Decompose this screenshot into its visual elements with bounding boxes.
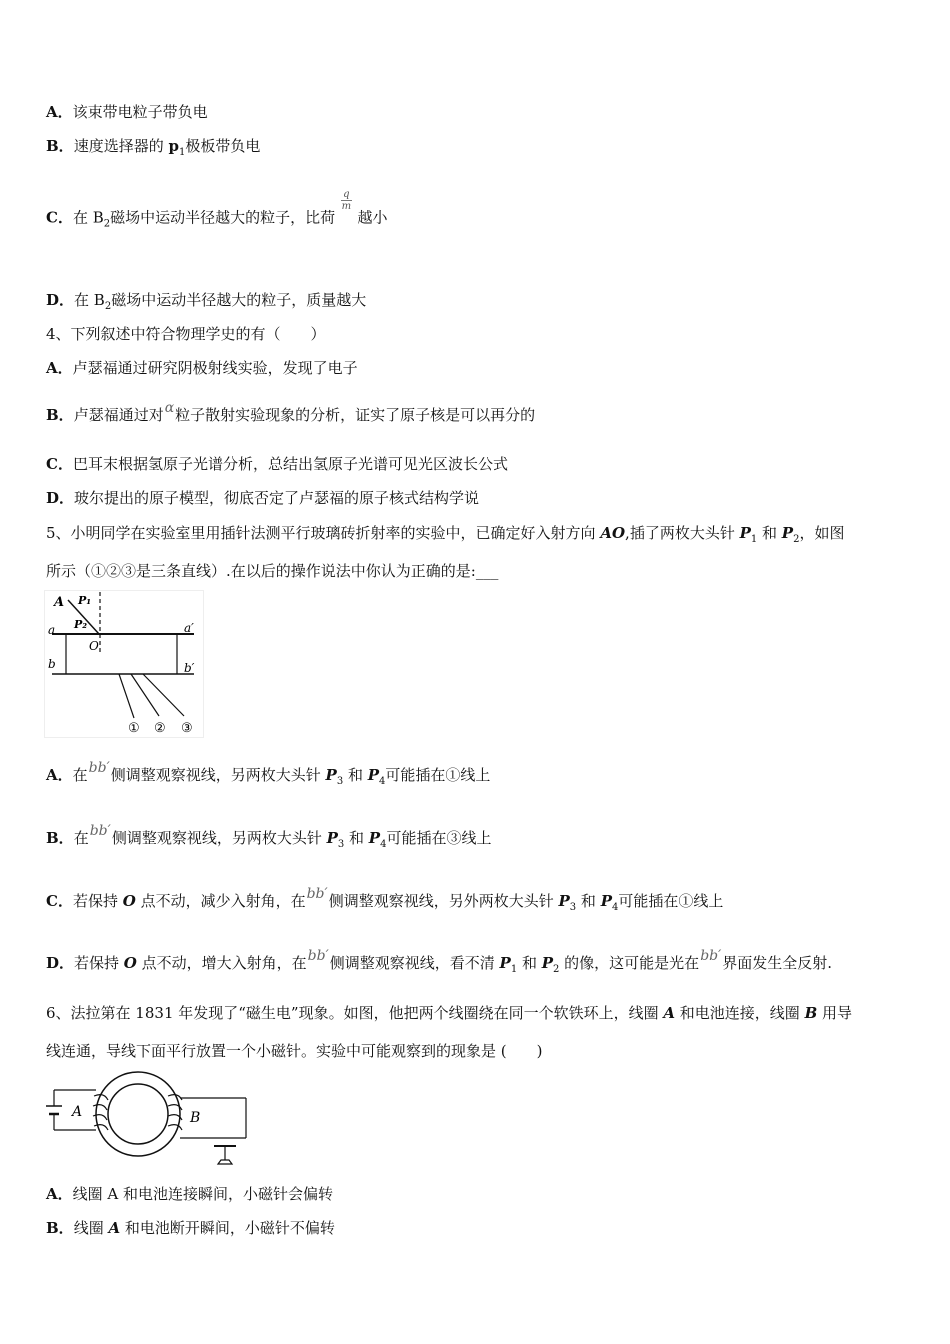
subscript: 1: [178, 147, 186, 158]
option-label: B．: [46, 137, 74, 155]
option-label: A．: [46, 103, 73, 121]
label-b: b: [48, 657, 56, 671]
q3-option-c: [46, 189, 388, 235]
q5-stem-line1: [46, 523, 844, 550]
option-text: 卢瑟福通过对: [73, 406, 164, 424]
o-symbol: O: [122, 892, 136, 910]
subscript: 2: [103, 218, 111, 230]
option-text: 若保持: [72, 892, 123, 910]
option-text: 粒子散射实验现象的分析，证实了原子核是可以再分的: [175, 406, 536, 424]
option-text: 侧调整观察视线，另两枚大头针: [110, 766, 326, 784]
coil-a-symbol: A: [108, 1219, 121, 1237]
option-label: D．: [46, 954, 75, 972]
bb-prime-symbol: bb′: [88, 760, 110, 776]
q6-stem-line1: [46, 1003, 852, 1023]
option-text: 在: [72, 766, 88, 784]
q-over-m-fraction: [341, 189, 351, 212]
option-text: 若保持: [74, 954, 124, 972]
q3-option-a: [46, 102, 208, 122]
option-label: A．: [46, 359, 73, 377]
option-label: D．: [46, 291, 75, 309]
subscript: 4: [379, 776, 386, 787]
stem-text: 用导: [817, 1004, 853, 1022]
p4-symbol: P: [600, 892, 612, 910]
p1-symbol: P: [499, 954, 511, 972]
p2-symbol: P: [541, 954, 554, 972]
coil-a-symbol: A: [663, 1004, 676, 1022]
alpha-symbol: α: [164, 400, 175, 416]
fraction-denominator: m: [341, 201, 352, 212]
stem-text: 5、小明同学在实验室里用插针法测平行玻璃砖折射率的实验中，已确定好入射方向: [46, 524, 601, 542]
label-b-prime: b′: [184, 661, 195, 675]
option-text: 和: [343, 766, 368, 784]
subscript: 3: [337, 839, 345, 850]
option-label: C．: [46, 208, 73, 227]
label-a: a: [48, 623, 56, 637]
label-o: O: [89, 639, 99, 653]
q6-stem-line2: 线连通，导线下面平行放置一个小磁针。实验中可能观察到的现象是 ( ): [46, 1042, 543, 1060]
option-text: 可能插在③线上: [386, 829, 492, 847]
bb-prime-symbol: bb′: [307, 948, 329, 964]
option-text: 点不动，增大入射角，在: [136, 954, 307, 972]
stem-text: ,插了两枚大头针: [625, 524, 740, 542]
option-text: 卢瑟福通过研究阴极射线实验，发现了电子: [72, 359, 358, 377]
fraction-numerator: q: [343, 189, 350, 200]
stem-text: 6、法拉第在 1831 年发现了“磁生电”现象。如图，他把两个线圈绕在同一个软铁环上，线圈: [46, 1004, 664, 1022]
label-a-prime: a′: [184, 621, 194, 635]
ao-symbol: AO: [600, 524, 626, 542]
label-circle-3: ③: [181, 721, 193, 736]
option-text: 可能插在①线上: [618, 892, 724, 910]
subscript: 3: [336, 776, 344, 787]
label-circle-2: ②: [154, 721, 166, 736]
stem-text: ，如图: [799, 524, 845, 542]
iron-ring-figure: [44, 1068, 250, 1168]
p3-symbol: P: [326, 829, 338, 847]
subscript: 1: [750, 534, 758, 545]
option-text: 在 B: [72, 208, 104, 227]
coil-a-windings: [93, 1095, 108, 1130]
option-label: A．: [46, 1185, 73, 1203]
subscript: 2: [104, 301, 112, 312]
option-text: 线圈 A 和电池连接瞬间，小磁针会偏转: [72, 1185, 334, 1203]
subscript: 2: [793, 534, 800, 545]
p4-symbol: P: [368, 829, 381, 847]
stem-text: 和电池连接，线圈: [675, 1004, 805, 1022]
label-circle-1: ①: [128, 721, 140, 736]
ring-inner: [108, 1084, 168, 1144]
p3-symbol: P: [558, 892, 570, 910]
q4-option-a: [46, 358, 358, 378]
glass-slab-figure: [44, 590, 204, 738]
option-text: 和: [344, 829, 369, 847]
q3-option-d: [46, 290, 366, 317]
option-text: 的像，这可能是光在: [559, 954, 700, 972]
label-p2: P₂: [74, 618, 88, 631]
option-text: 磁场中运动半径越大的粒子，质量越大: [111, 291, 367, 309]
option-label: B．: [46, 1219, 74, 1237]
q5-stem-line2: 所示（①②③是三条直线）.在以后的操作说法中你认为正确的是:___: [46, 562, 499, 580]
q4-option-c: [46, 454, 508, 474]
q6-option-a: [46, 1184, 333, 1204]
subscript: 2: [553, 964, 560, 975]
option-text: 侧调整观察视线，另外两枚大头针: [328, 892, 559, 910]
option-label: C．: [46, 455, 73, 473]
q4-stem: 4、下列叙述中符合物理学史的有（ ）: [46, 325, 326, 343]
p1-symbol: P: [739, 524, 751, 542]
bb-prime-symbol: bb′: [89, 823, 111, 839]
option-text: 和: [517, 954, 542, 972]
option-text: 界面发生全反射.: [722, 954, 833, 972]
figure-border: [45, 591, 204, 738]
label-coil-a: A: [72, 1104, 83, 1120]
option-text: 和电池断开瞬间，小磁针不偏转: [120, 1219, 335, 1237]
option-label: B．: [46, 406, 74, 424]
option-label: B．: [46, 829, 74, 847]
option-text: 点不动，减少入射角，在: [135, 892, 306, 910]
label-coil-b: B: [190, 1110, 201, 1126]
option-label: C．: [46, 892, 73, 910]
line-1: [119, 674, 134, 718]
option-text: 在: [73, 829, 89, 847]
stem-text: 和: [757, 524, 782, 542]
option-text: 速度选择器的: [73, 137, 169, 155]
p2-symbol: P: [781, 524, 794, 542]
q5-option-c: [46, 886, 724, 918]
option-text: 玻尔提出的原子模型，彻底否定了卢瑟福的原子核式结构学说: [74, 489, 480, 507]
line-3: [143, 674, 184, 716]
compass-base: [218, 1160, 232, 1164]
subscript: 4: [611, 902, 619, 913]
o-symbol: O: [123, 954, 137, 972]
q5-option-a: [46, 760, 491, 792]
q4-option-b: [46, 400, 536, 426]
subscript: 3: [569, 902, 577, 913]
p3-symbol: P: [325, 766, 337, 784]
option-label: D．: [46, 489, 75, 507]
option-text: 和: [576, 892, 601, 910]
option-text: 在 B: [74, 291, 105, 309]
bb-prime-symbol: bb′: [306, 886, 328, 902]
option-text: 线圈: [73, 1219, 109, 1237]
q6-option-b: [46, 1218, 335, 1238]
option-text: 侧调整观察视线，看不清: [329, 954, 500, 972]
p-symbol: p: [168, 137, 179, 155]
label-p1: P₁: [78, 594, 92, 607]
label-a-point: A: [54, 595, 65, 610]
p4-symbol: P: [367, 766, 380, 784]
option-text: 可能插在①线上: [385, 766, 491, 784]
option-text: 巴耳末根据氢原子光谱分析，总结出氢原子光谱可见光区波长公式: [72, 455, 508, 473]
q5-option-d: [46, 948, 833, 980]
option-text: 该束带电粒子带负电: [72, 103, 208, 121]
subscript: 1: [510, 964, 518, 975]
coil-b-symbol: B: [804, 1004, 818, 1022]
option-label: A．: [46, 766, 73, 784]
line-2: [131, 674, 159, 716]
q4-option-d: [46, 488, 479, 508]
bb-prime-symbol: bb′: [700, 948, 722, 964]
option-text: 极板带负电: [185, 137, 261, 155]
option-text: 越小: [357, 208, 388, 227]
q3-option-b: [46, 136, 260, 163]
option-text: 侧调整观察视线，另两枚大头针: [111, 829, 327, 847]
option-text: 磁场中运动半径越大的粒子，比荷: [110, 208, 336, 227]
q5-option-b: [46, 823, 492, 855]
subscript: 4: [380, 839, 387, 850]
